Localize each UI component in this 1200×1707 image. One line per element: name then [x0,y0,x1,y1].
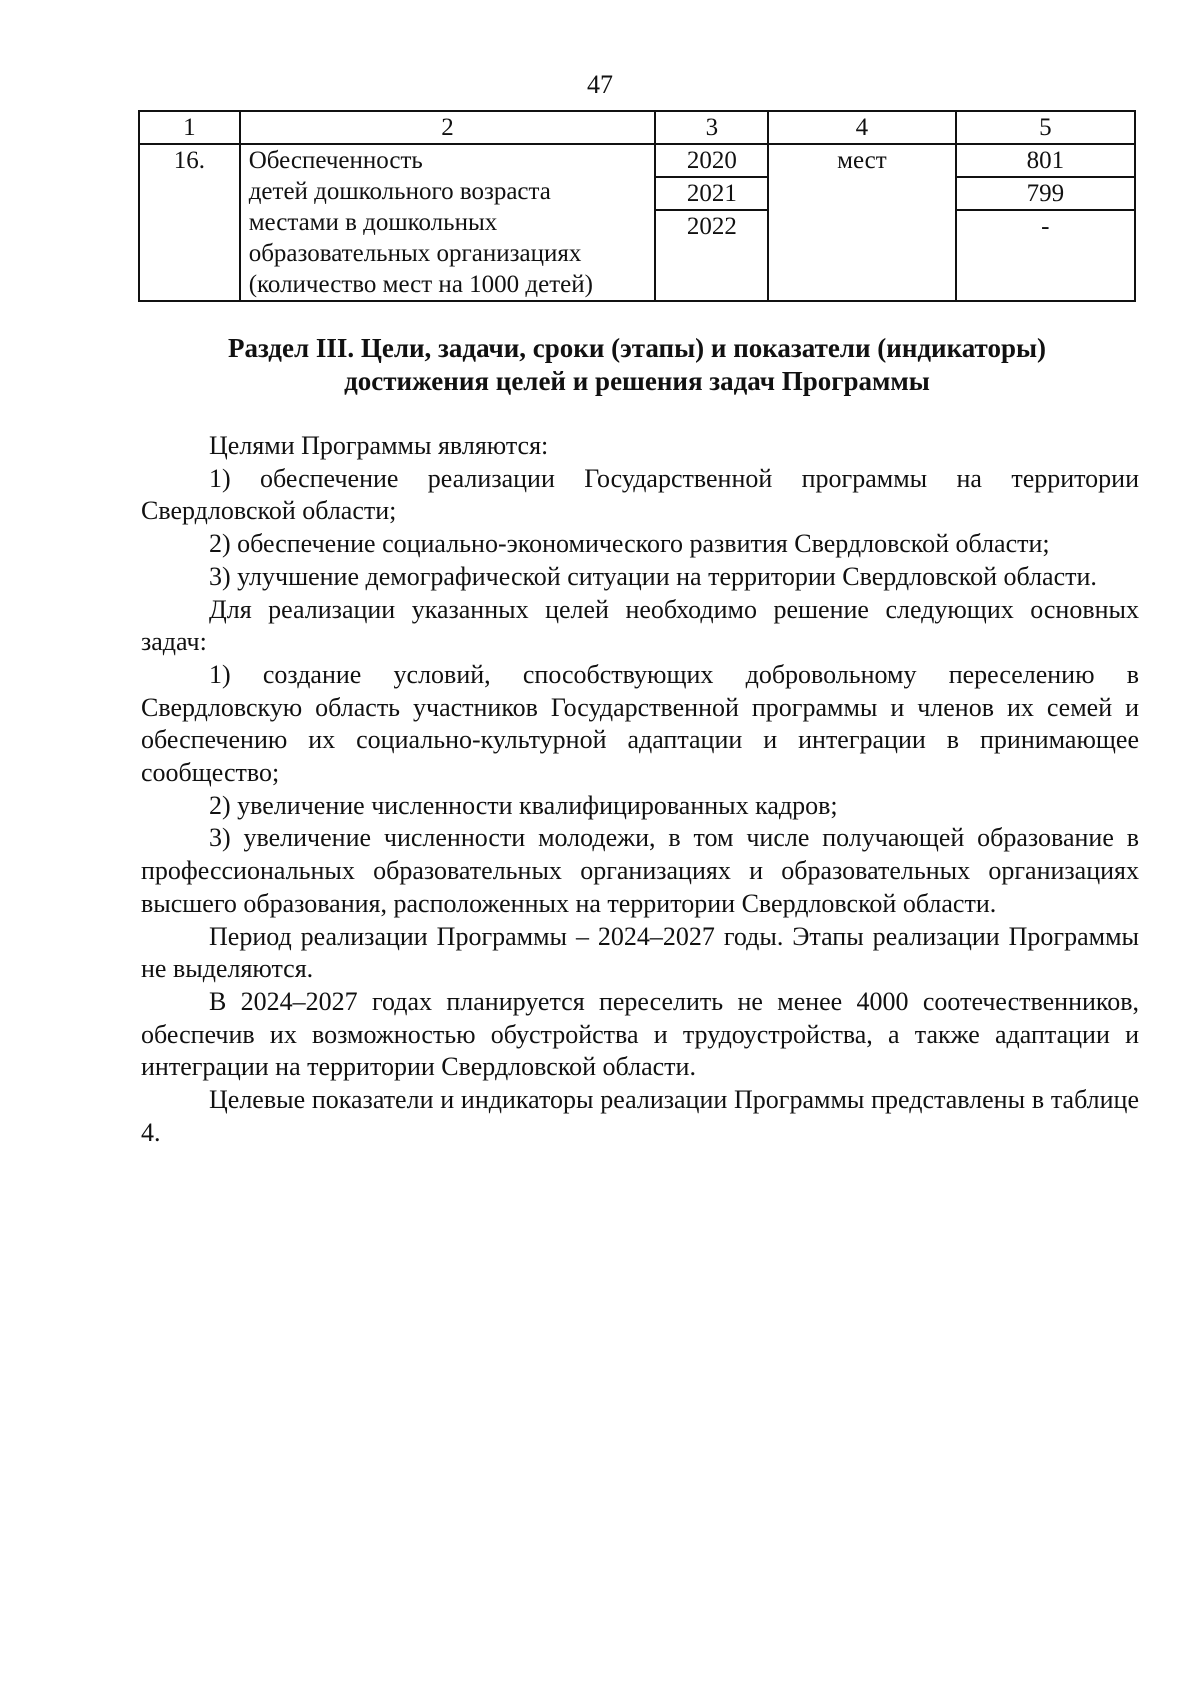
year-value: 2020 [656,145,767,178]
paragraph-target-indicators: Целевые показатели и индикаторы реализации Программы представлены в таблице 4. [141,1085,1139,1147]
indicator-name-line: детей дошкольного возраста [248,178,551,205]
page-number: 47 [587,70,613,99]
table-header-cell: 2 [240,111,656,144]
paragraph-task-3: 3) увеличение численности молодежи, в том числе получающей образование в профессиональных образовательных организациях и образовательных организациях высшего образования, расположенных на территории Свердловской области. [141,823,1139,918]
table-header-cell: 1 [139,111,240,144]
paragraph-period: Период реализации Программы – 2024–2027 годы. Этапы реализации Программы не выделяются. [141,921,1139,984]
indicator-name-cell [240,144,656,301]
paragraph-goal-1: 1) обеспечение реализации Государственной программы на территории Свердловской области; [141,463,1139,526]
indicator-value: - [1041,213,1050,240]
unit-cell: мест [768,144,955,301]
indicator-name-line: местами в дошкольных [248,209,498,236]
indicators-table [138,110,1136,302]
indicator-name-line: образовательных организациях [248,240,582,267]
paragraph-tasks-intro: Для реализации указанных целей необходимо решение следующих основных задач: [141,594,1139,657]
table-header-cell: 5 [956,111,1135,144]
row-number: 16. [139,144,240,301]
table-row [139,144,1135,301]
table-header-cell: 3 [655,111,768,144]
paragraph-goal-3: 3) улучшение демографической ситуации на территории Свердловской области. [209,561,1097,591]
paragraph-goals-intro: Целями Программы являются: [209,431,549,460]
year-value: 2021 [656,178,767,211]
section-title-line: Раздел III. Цели, задачи, сроки (этапы) и показатели (индикаторы) [227,333,1047,363]
values-cell [956,144,1135,301]
indicator-name-line: (количество мест на 1000 детей) [248,271,593,298]
table-header-cell: 4 [768,111,955,144]
years-cell [655,144,768,301]
section-title [138,332,1136,398]
table-header-row [139,111,1135,144]
paragraph-task-1: 1) создание условий, способствующих добровольному переселению в Свердловскую область участников Государственной программы и членов их семей и обеспечению их социально-культурной адаптации и интеграции в принимающее сообщество; [141,659,1139,788]
indicator-name-line: Обеспеченность [248,147,423,174]
paragraph-task-2: 2) увеличение численности квалифицированных кадров; [209,790,838,820]
section-title-line: достижения целей и решения задач Программы [344,366,930,396]
paragraph-goal-2: 2) обеспечение социально-экономического развития Свердловской области; [209,529,1050,559]
document-body [141,430,1139,1149]
paragraph-resettlement-plan: В 2024–2027 годах планируется переселить не менее 4000 соотечественников, обеспечив их возможностью обустройства и трудоустройства, а также адаптации и интеграции на территории Свердловской области. [141,986,1139,1082]
indicator-value: 801 [957,145,1134,178]
indicator-value: 799 [957,178,1134,211]
year-value: 2022 [686,213,737,240]
